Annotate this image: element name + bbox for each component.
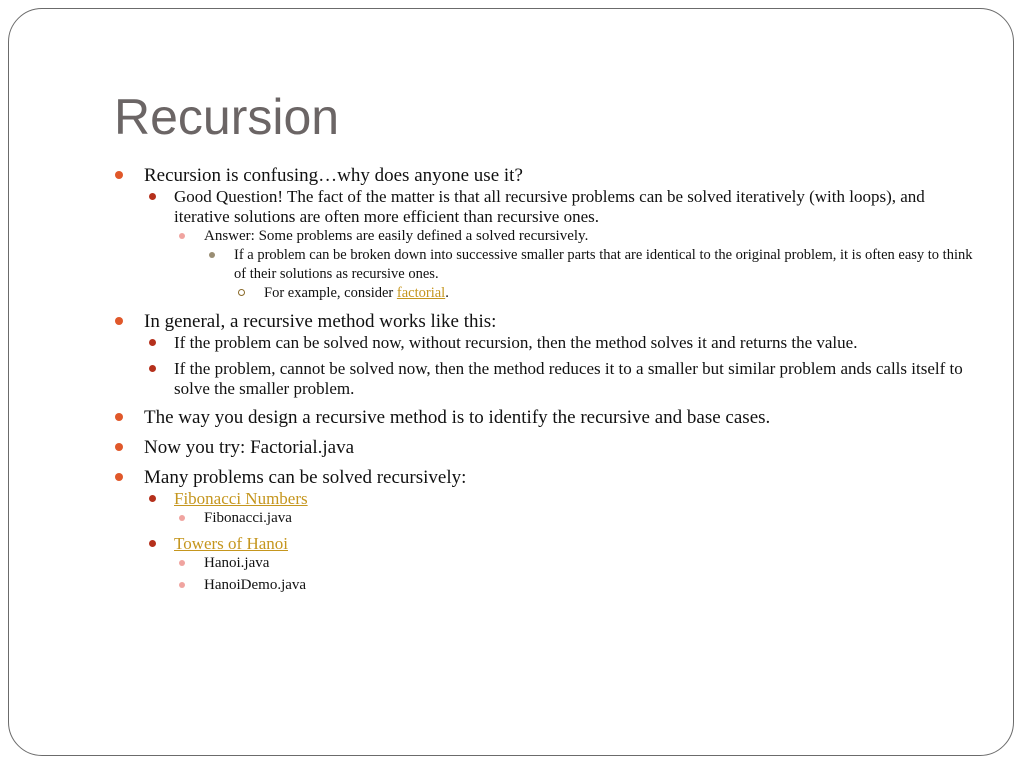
bullet-marker-icon [209,252,215,258]
fibonacci-numbers-link[interactable]: Fibonacci Numbers [174,489,308,508]
bullet-marker-icon [179,560,185,566]
bullet-fibonacci [144,489,974,528]
towers-of-hanoi-link[interactable]: Towers of Hanoi [174,534,289,553]
bullet-cannot-solve-text: If the problem, cannot be solved now, then the method reduces it to a smaller but similar problem ands calls itself to solve the smaller problem. [174,359,963,398]
bullet-marker-icon [179,582,185,588]
bullet-example-suffix: . [445,285,449,301]
factorial-link[interactable]: factorial [396,285,446,301]
bullet-marker-icon [179,233,185,239]
bullet-example-prefix: For example, consider [264,285,397,301]
bullet-design-text: The way you design a recursive method is to identify the recursive and base cases. [144,407,771,428]
intro-sublist [144,187,974,303]
bullet-many [114,466,974,595]
bullet-example [234,284,974,303]
bullet-design [114,406,974,429]
bullet-marker-icon [115,473,123,481]
bullet-hanoi-file [174,554,974,573]
bullet-intro [114,164,974,303]
good-question-sublist [174,227,974,303]
broken-down-sublist [234,284,974,303]
bullet-marker-icon [149,495,156,502]
bullet-marker-icon [149,365,156,372]
bullet-many-text: Many problems can be solved recursively: [144,467,467,488]
bullet-good-question-text: Good Question! The fact of the matter is that all recursive problems can be solved iteratively (with loops), and iterative solutions are often more efficient than recursive ones. [174,187,925,226]
bullet-good-question [144,187,974,303]
bullet-marker-icon [115,317,123,325]
bullet-answer-text: Answer: Some problems are easily defined a solved recursively. [204,228,589,244]
in-general-sublist [144,333,974,399]
hanoi-demo-file-text: HanoiDemo.java [204,577,307,593]
bullet-marker-icon [115,413,123,421]
bullet-answer [174,227,974,303]
bullet-marker-icon [149,193,156,200]
bullet-marker-icon [115,171,123,179]
bullet-solved-now-text: If the problem can be solved now, without recursion, then the method solves it and returns the value. [174,333,858,352]
bullet-try-text: Now you try: Factorial.java [144,437,355,458]
answer-sublist [204,246,974,303]
bullet-marker-icon [115,443,123,451]
bullet-marker-icon [149,339,156,346]
bullet-in-general [114,310,974,399]
bullet-broken-down-text: If a problem can be broken down into successive smaller parts that are identical to the original problem, it is often easy to think of their solutions as recursive ones. [234,247,973,282]
hanoi-file-text: Hanoi.java [204,555,270,571]
fibonacci-file-text: Fibonacci.java [204,510,292,526]
slide-title: Recursion [114,89,340,145]
bullet-marker-icon [179,515,185,521]
bullet-intro-text: Recursion is confusing…why does anyone use it? [144,165,523,186]
many-sublist [144,489,974,595]
fibonacci-sublist [174,509,974,528]
bullet-marker-icon [149,540,156,547]
hanoi-sublist [174,554,974,595]
bullet-broken-down [204,246,974,303]
bullet-hanoi [144,534,974,595]
bullet-in-general-text: In general, a recursive method works like this: [144,311,497,332]
slide-bullet-list [114,164,974,602]
hollow-circle-bullet-icon [238,289,245,296]
bullet-solved-now [144,333,974,353]
bullet-cannot-solve [144,359,974,399]
bullet-try [114,436,974,459]
bullet-hanoi-demo-file [174,576,974,595]
bullet-fibonacci-file [174,509,974,528]
